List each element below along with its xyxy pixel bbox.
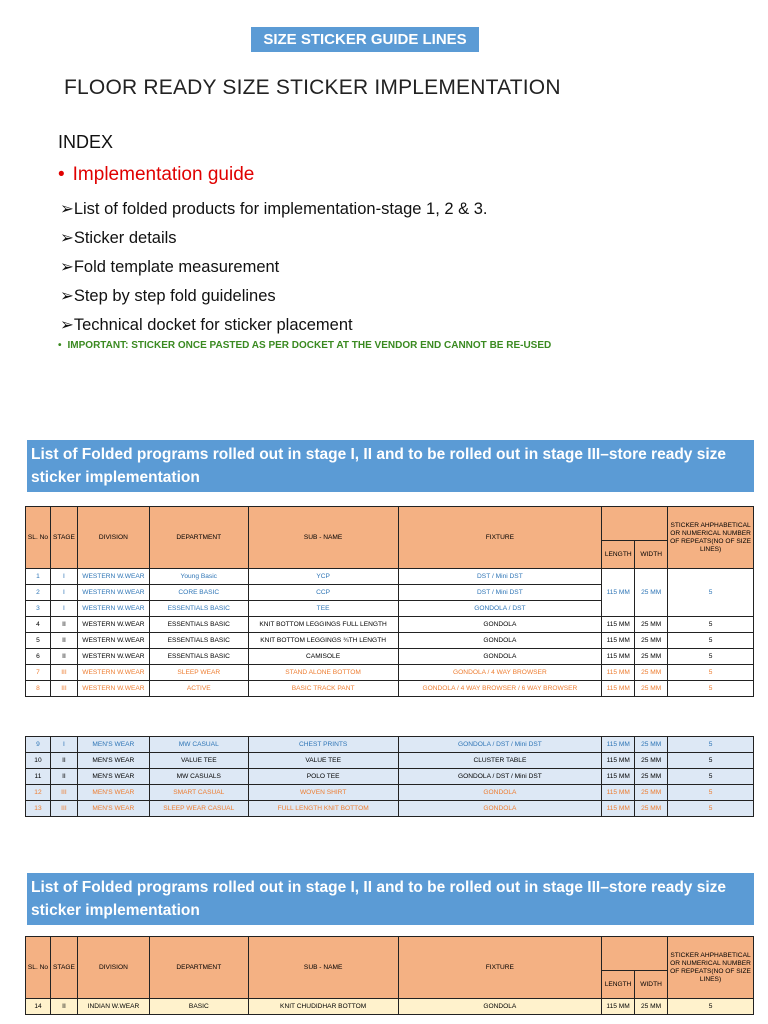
sticker-cell: 5	[668, 753, 754, 769]
sub-name-cell: KNIT BOTTOM LEGGINGS ¾TH LENGTH	[248, 633, 398, 649]
length-cell: 115 MM	[602, 785, 635, 801]
index-item: ➢List of folded products for implementation-stage 1, 2 & 3.	[60, 200, 488, 218]
table-row	[26, 737, 754, 753]
folded-programs-table-1	[25, 506, 754, 697]
title-box: SIZE STICKER GUIDE LINES	[251, 27, 479, 52]
index-item: ➢Step by step fold guidelines	[60, 287, 276, 305]
fixture-cell: GONDOLA	[398, 999, 602, 1015]
length-cell: 115 MM	[602, 999, 635, 1015]
stage-cell: II	[50, 999, 77, 1015]
header-sl-no: SL. No	[26, 937, 51, 999]
sticker-cell: 5	[668, 785, 754, 801]
important-note	[58, 340, 551, 351]
department-cell: MW CASUAL	[149, 737, 248, 753]
index-item: ➢Sticker details	[60, 229, 177, 247]
width-cell: 25 MM	[635, 769, 668, 785]
sub-name-cell: CHEST PRINTS	[248, 737, 398, 753]
department-cell: BASIC	[149, 999, 248, 1015]
division-cell: WESTERN W.WEAR	[77, 585, 149, 601]
implementation-guide-item	[58, 164, 254, 186]
fixture-cell: GONDOLA / 4 WAY BROWSER	[398, 665, 602, 681]
fixture-cell: GONDOLA / DST / Mini DST	[398, 737, 602, 753]
fixture-cell: GONDOLA	[398, 649, 602, 665]
division-cell: WESTERN W.WEAR	[77, 681, 149, 697]
sub-name-cell: POLO TEE	[248, 769, 398, 785]
sl-no-cell: 11	[26, 769, 51, 785]
department-cell: SLEEP WEAR CASUAL	[149, 801, 248, 817]
length-cell: 115 MM	[602, 801, 635, 817]
fixture-cell: GONDOLA / 4 WAY BROWSER / 6 WAY BROWSER	[398, 681, 602, 697]
department-cell: ESSENTIALS BASIC	[149, 649, 248, 665]
stage-cell: III	[50, 801, 77, 817]
stage-cell: II	[50, 753, 77, 769]
sl-no-cell: 4	[26, 617, 51, 633]
sub-name-cell: YCP	[248, 569, 398, 585]
table-row	[26, 801, 754, 817]
department-cell: SLEEP WEAR	[149, 665, 248, 681]
index-heading: INDEX	[58, 132, 114, 152]
index-item: ➢Fold template measurement	[60, 258, 280, 276]
bullet-icon: •	[58, 164, 65, 185]
sub-name-cell: CCP	[248, 585, 398, 601]
fixture-cell: GONDOLA / DST / Mini DST	[398, 769, 602, 785]
sub-name-cell: STAND ALONE BOTTOM	[248, 665, 398, 681]
header-division: DIVISION	[77, 507, 149, 569]
division-cell: MEN'S WEAR	[77, 801, 149, 817]
table-row	[26, 649, 754, 665]
length-cell: 115 MM	[602, 617, 635, 633]
sl-no-cell: 5	[26, 633, 51, 649]
fixture-cell: GONDOLA	[398, 617, 602, 633]
sub-name-cell: BASIC TRACK PANT	[248, 681, 398, 697]
sub-name-cell: WOVEN SHIRT	[248, 785, 398, 801]
division-cell: WESTERN W.WEAR	[77, 633, 149, 649]
width-cell: 25 MM	[635, 737, 668, 753]
department-cell: SMART CASUAL	[149, 785, 248, 801]
table-row	[26, 633, 754, 649]
page-title: FLOOR READY SIZE STICKER IMPLEMENTATION	[64, 76, 561, 99]
division-cell: MEN'S WEAR	[77, 785, 149, 801]
sl-no-cell: 1	[26, 569, 51, 585]
department-cell: CORE BASIC	[149, 585, 248, 601]
sticker-cell: 5	[668, 681, 754, 697]
width-cell: 25 MM	[635, 649, 668, 665]
division-cell: MEN'S WEAR	[77, 737, 149, 753]
fixture-cell: GONDOLA	[398, 633, 602, 649]
width-cell: 25 MM	[635, 753, 668, 769]
sl-no-cell: 14	[26, 999, 51, 1015]
sl-no-cell: 3	[26, 601, 51, 617]
length-cell: 115 MM	[602, 633, 635, 649]
sticker-cell: 5	[668, 617, 754, 633]
sl-no-cell: 2	[26, 585, 51, 601]
stage-cell: II	[50, 633, 77, 649]
sub-name-cell: CAMISOLE	[248, 649, 398, 665]
sticker-cell: 5	[668, 999, 754, 1015]
header-sticker: STICKER AHPHABETICAL OR NUMERICAL NUMBER OF REPEATS(NO OF SIZE LINES)	[668, 937, 754, 999]
table-row	[26, 769, 754, 785]
header-department: DEPARTMENT	[149, 507, 248, 569]
section-banner-2: List of Folded programs rolled out in stage I, II and to be rolled out in stage III–store ready size sticker implementation	[27, 873, 754, 925]
width-cell: 25 MM	[635, 665, 668, 681]
stage-cell: III	[50, 681, 77, 697]
stage-cell: II	[50, 649, 77, 665]
sub-name-cell: FULL LENGTH KNIT BOTTOM	[248, 801, 398, 817]
header-fixture: FIXTURE	[398, 937, 602, 999]
fixture-cell: CLUSTER TABLE	[398, 753, 602, 769]
division-cell: WESTERN W.WEAR	[77, 617, 149, 633]
stage-cell: II	[50, 769, 77, 785]
sl-no-cell: 12	[26, 785, 51, 801]
section-banner-1: List of Folded programs rolled out in stage I, II and to be rolled out in stage III–store ready size sticker implementation	[27, 440, 754, 492]
header-size-group	[602, 937, 668, 971]
header-width: WIDTH	[635, 971, 668, 999]
header-stage: STAGE	[50, 937, 77, 999]
sl-no-cell: 9	[26, 737, 51, 753]
stage-cell: II	[50, 617, 77, 633]
header-sub-name: SUB - NAME	[248, 937, 398, 999]
sub-name-cell: KNIT CHUDIDHAR BOTTOM	[248, 999, 398, 1015]
header-division: DIVISION	[77, 937, 149, 999]
division-cell: WESTERN W.WEAR	[77, 665, 149, 681]
fixture-cell: DST / Mini DST	[398, 585, 602, 601]
fixture-cell: GONDOLA	[398, 785, 602, 801]
stage-cell: III	[50, 665, 77, 681]
department-cell: Young Basic	[149, 569, 248, 585]
department-cell: ESSENTIALS BASIC	[149, 601, 248, 617]
sticker-cell: 5	[668, 569, 754, 617]
table-row	[26, 999, 754, 1015]
length-cell: 115 MM	[602, 649, 635, 665]
stage-cell: III	[50, 785, 77, 801]
bullet-icon: •	[58, 340, 62, 351]
stage-cell: I	[50, 601, 77, 617]
sticker-cell: 5	[668, 665, 754, 681]
sub-name-cell: VALUE TEE	[248, 753, 398, 769]
width-cell: 25 MM	[635, 617, 668, 633]
department-cell: ACTIVE	[149, 681, 248, 697]
division-cell: WESTERN W.WEAR	[77, 601, 149, 617]
index-list	[60, 195, 487, 340]
header-length: LENGTH	[602, 541, 635, 569]
sticker-cell: 5	[668, 801, 754, 817]
header-size-group	[602, 507, 668, 541]
length-cell: 115 MM	[602, 569, 635, 617]
length-cell: 115 MM	[602, 769, 635, 785]
sub-name-cell: KNIT BOTTOM LEGGINGS FULL LENGTH	[248, 617, 398, 633]
header-sub-name: SUB - NAME	[248, 507, 398, 569]
implementation-guide-label: Implementation guide	[72, 164, 255, 185]
header-length: LENGTH	[602, 971, 635, 999]
width-cell: 25 MM	[635, 569, 668, 617]
stage-cell: I	[50, 585, 77, 601]
header-department: DEPARTMENT	[149, 937, 248, 999]
sub-name-cell: TEE	[248, 601, 398, 617]
header-sticker: STICKER AHPHABETICAL OR NUMERICAL NUMBER OF REPEATS(NO OF SIZE LINES)	[668, 507, 754, 569]
sl-no-cell: 10	[26, 753, 51, 769]
length-cell: 115 MM	[602, 737, 635, 753]
table-row	[26, 665, 754, 681]
sticker-cell: 5	[668, 649, 754, 665]
width-cell: 25 MM	[635, 681, 668, 697]
length-cell: 115 MM	[602, 665, 635, 681]
table-row	[26, 569, 754, 585]
header-stage: STAGE	[50, 507, 77, 569]
header-fixture: FIXTURE	[398, 507, 602, 569]
division-cell: WESTERN W.WEAR	[77, 649, 149, 665]
width-cell: 25 MM	[635, 999, 668, 1015]
fixture-cell: GONDOLA / DST	[398, 601, 602, 617]
sl-no-cell: 7	[26, 665, 51, 681]
sticker-cell: 5	[668, 633, 754, 649]
division-cell: MEN'S WEAR	[77, 753, 149, 769]
department-cell: VALUE TEE	[149, 753, 248, 769]
sticker-cell: 5	[668, 769, 754, 785]
department-cell: ESSENTIALS BASIC	[149, 617, 248, 633]
index-item: ➢Technical docket for sticker placement	[60, 316, 353, 334]
sl-no-cell: 6	[26, 649, 51, 665]
sl-no-cell: 8	[26, 681, 51, 697]
width-cell: 25 MM	[635, 785, 668, 801]
folded-programs-table-3	[25, 936, 754, 1015]
table-row	[26, 785, 754, 801]
header-sl-no: SL. No	[26, 507, 51, 569]
header-width: WIDTH	[635, 541, 668, 569]
length-cell: 115 MM	[602, 681, 635, 697]
table-row	[26, 617, 754, 633]
fixture-cell: DST / Mini DST	[398, 569, 602, 585]
sl-no-cell: 13	[26, 801, 51, 817]
table-row	[26, 753, 754, 769]
folded-programs-table-2	[25, 736, 754, 817]
length-cell: 115 MM	[602, 753, 635, 769]
department-cell: MW CASUALS	[149, 769, 248, 785]
sticker-cell: 5	[668, 737, 754, 753]
division-cell: INDIAN W.WEAR	[77, 999, 149, 1015]
fixture-cell: GONDOLA	[398, 801, 602, 817]
width-cell: 25 MM	[635, 633, 668, 649]
division-cell: WESTERN W.WEAR	[77, 569, 149, 585]
width-cell: 25 MM	[635, 801, 668, 817]
stage-cell: I	[50, 737, 77, 753]
division-cell: MEN'S WEAR	[77, 769, 149, 785]
department-cell: ESSENTIALS BASIC	[149, 633, 248, 649]
table-row	[26, 681, 754, 697]
important-note-text: IMPORTANT: STICKER ONCE PASTED AS PER DOCKET AT THE VENDOR END CANNOT BE RE-USED	[67, 340, 552, 351]
stage-cell: I	[50, 569, 77, 585]
